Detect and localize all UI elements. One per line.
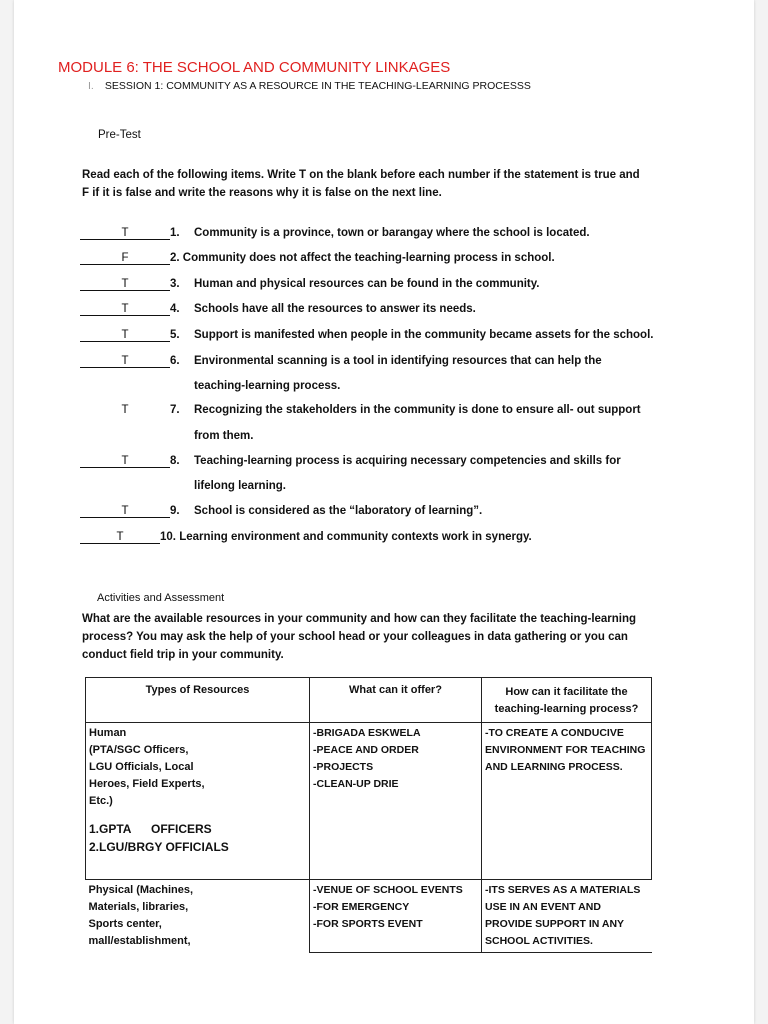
answer-blank[interactable]: T [80,505,170,518]
test-item: T 7. Recognizing the stakeholders in the community is done to ensure all- out support [80,404,641,416]
answer-blank[interactable]: T [80,227,170,240]
test-item: T 3. Human and physical resources can be found in the community. [80,278,540,291]
column-header-types: Types of Resources [86,678,310,723]
resource-type-cell: Human (PTA/SGC Officers, LGU Officials, Local Heroes, Field Experts, Etc.) 1.GPTA OFFICERS 2.LGU/BRGY OFFICIALS [86,723,310,880]
answer-blank[interactable]: T [80,329,170,342]
test-item: T 6. Environmental scanning is a tool in identifying resources that can help the [80,355,602,368]
resources-table [85,677,652,953]
offer-cell: -VENUE OF SCHOOL EVENTS -FOR EMERGENCY -FOR SPORTS EVENT [310,880,482,953]
test-item: T 4. Schools have all the resources to answer its needs. [80,303,476,316]
instructions-line-2: F if it is false and write the reasons why it is false on the next line. [82,187,442,199]
activities-question-line: conduct field trip in your community. [82,649,284,661]
test-item: F 2. Community does not affect the teaching-learning process in school. [80,252,555,265]
test-item: T 8. Teaching-learning process is acquiring necessary competencies and skills for [80,455,621,468]
activities-question-line: process? You may ask the help of your school head or your colleagues in data gathering or you can [82,631,628,643]
column-header-facilitate: How can it facilitate the teaching-learning process? [482,678,652,723]
answer-blank[interactable]: T [80,278,170,291]
activities-heading: Activities and Assessment [97,592,225,604]
session-heading [88,80,531,92]
table-header-row [86,678,652,723]
session-number: I. [88,80,94,92]
answer-blank[interactable]: T [80,531,160,544]
resource-type-cell: Physical (Machines, Materials, libraries, Sports center, mall/establishment, [86,880,310,953]
answer-blank[interactable]: T [80,355,170,368]
test-item-continuation: from them. [194,430,254,442]
test-item-continuation: lifelong learning. [194,480,287,492]
test-item-continuation: teaching-learning process. [194,380,341,392]
test-item: T 5. Support is manifested when people in the community became assets for the school. [80,329,653,342]
activities-question-line: What are the available resources in your community and how can they facilitate the teaching-learning [82,613,637,625]
table-row [86,723,652,880]
answer-blank[interactable]: F [80,252,170,265]
facilitate-cell: -TO CREATE A CONDUCIVE ENVIRONMENT FOR TEACHING AND LEARNING PROCESS. [482,723,652,880]
module-title: MODULE 6: THE SCHOOL AND COMMUNITY LINKAGES [58,59,451,76]
answer-blank[interactable]: T [80,303,170,316]
answer-blank[interactable]: T [80,455,170,468]
offer-cell: -BRIGADA ESKWELA -PEACE AND ORDER -PROJECTS -CLEAN-UP DRIE [310,723,482,880]
test-item: T 9. School is considered as the “laboratory of learning”. [80,505,482,518]
answer-blank[interactable]: T [121,404,129,416]
pretest-label: Pre-Test [98,129,141,141]
test-item: T 10. Learning environment and community contexts work in synergy. [80,531,532,544]
session-title: SESSION 1: COMMUNITY AS A RESOURCE IN THE TEACHING-LEARNING PROCESSS [104,80,531,92]
instructions-line-1: Read each of the following items. Write T on the blank before each number if the statement is true and [82,169,640,181]
facilitate-cell: -ITS SERVES AS A MATERIALS USE IN AN EVENT AND PROVIDE SUPPORT IN ANY SCHOOL ACTIVITIES. [482,880,652,953]
test-item: T 1. Community is a province, town or barangay where the school is located. [80,227,590,240]
table-row [86,880,652,953]
column-header-offer: What can it offer? [310,678,482,723]
document-page [14,0,754,1024]
